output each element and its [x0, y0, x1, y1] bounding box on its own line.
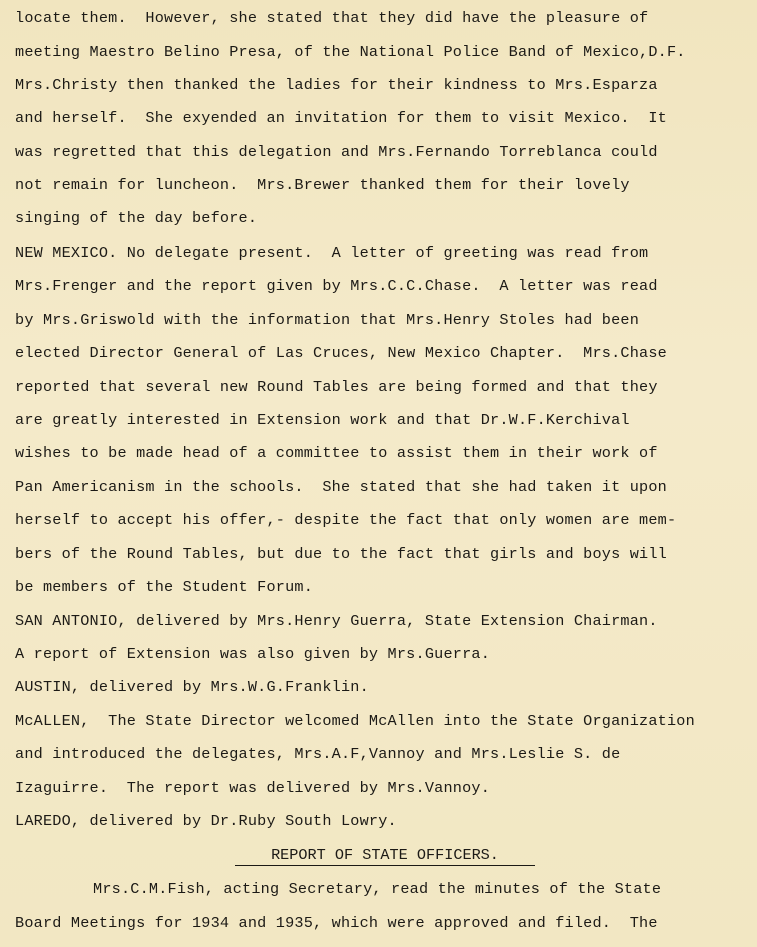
text-line: elected Director General of Las Cruces, New Mexico Chapter. Mrs.Chase: [15, 344, 667, 362]
section-heading: REPORT OF STATE OFFICERS.: [235, 846, 535, 866]
text-line: be members of the Student Forum.: [15, 578, 314, 596]
text-line: and introduced the delegates, Mrs.A.F,Vannoy and Mrs.Leslie S. de: [15, 745, 621, 763]
text-line: Pan Americanism in the schools. She stated that she had taken it upon: [15, 478, 667, 496]
text-line: Board Meetings for 1934 and 1935, which were approved and filed. The: [15, 914, 658, 932]
text-line: was regretted that this delegation and Mrs.Fernando Torreblanca could: [15, 143, 658, 161]
text-line: McALLEN, The State Director welcomed McAllen into the State Organization: [15, 712, 695, 730]
text-line: wishes to be made head of a committee to assist them in their work of: [15, 444, 658, 462]
text-line: SAN ANTONIO, delivered by Mrs.Henry Guerra, State Extension Chairman.: [15, 612, 658, 630]
text-line: herself to accept his offer,- despite the fact that only women are mem-: [15, 511, 677, 529]
text-line: Mrs.Frenger and the report given by Mrs.C.C.Chase. A letter was read: [15, 277, 658, 295]
text-line: and herself. She exyended an invitation for them to visit Mexico. It: [15, 109, 667, 127]
text-line: Mrs.Christy then thanked the ladies for their kindness to Mrs.Esparza: [15, 76, 658, 94]
text-line: not remain for luncheon. Mrs.Brewer thanked them for their lovely: [15, 176, 630, 194]
text-line: reported that several new Round Tables are being formed and that they: [15, 378, 658, 396]
text-line: locate them. However, she stated that they did have the pleasure of: [15, 9, 649, 27]
text-line: Izaguirre. The report was delivered by Mrs.Vannoy.: [15, 779, 491, 797]
text-line: singing of the day before.: [15, 209, 258, 227]
text-line: by Mrs.Griswold with the information that Mrs.Henry Stoles had been: [15, 311, 640, 329]
text-line: Mrs.C.M.Fish, acting Secretary, read the minutes of the State: [93, 880, 662, 898]
text-line: bers of the Round Tables, but due to the fact that girls and boys will: [15, 545, 667, 563]
text-line: NEW MEXICO. No delegate present. A letter of greeting was read from: [15, 244, 649, 262]
text-line: A report of Extension was also given by Mrs.Guerra.: [15, 645, 491, 663]
text-line: are greatly interested in Extension work and that Dr.W.F.Kerchival: [15, 411, 630, 429]
text-line: meeting Maestro Belino Presa, of the National Police Band of Mexico,D.F.: [15, 43, 686, 61]
text-line: LAREDO, delivered by Dr.Ruby South Lowry.: [15, 812, 397, 830]
text-line: AUSTIN, delivered by Mrs.W.G.Franklin.: [15, 678, 369, 696]
